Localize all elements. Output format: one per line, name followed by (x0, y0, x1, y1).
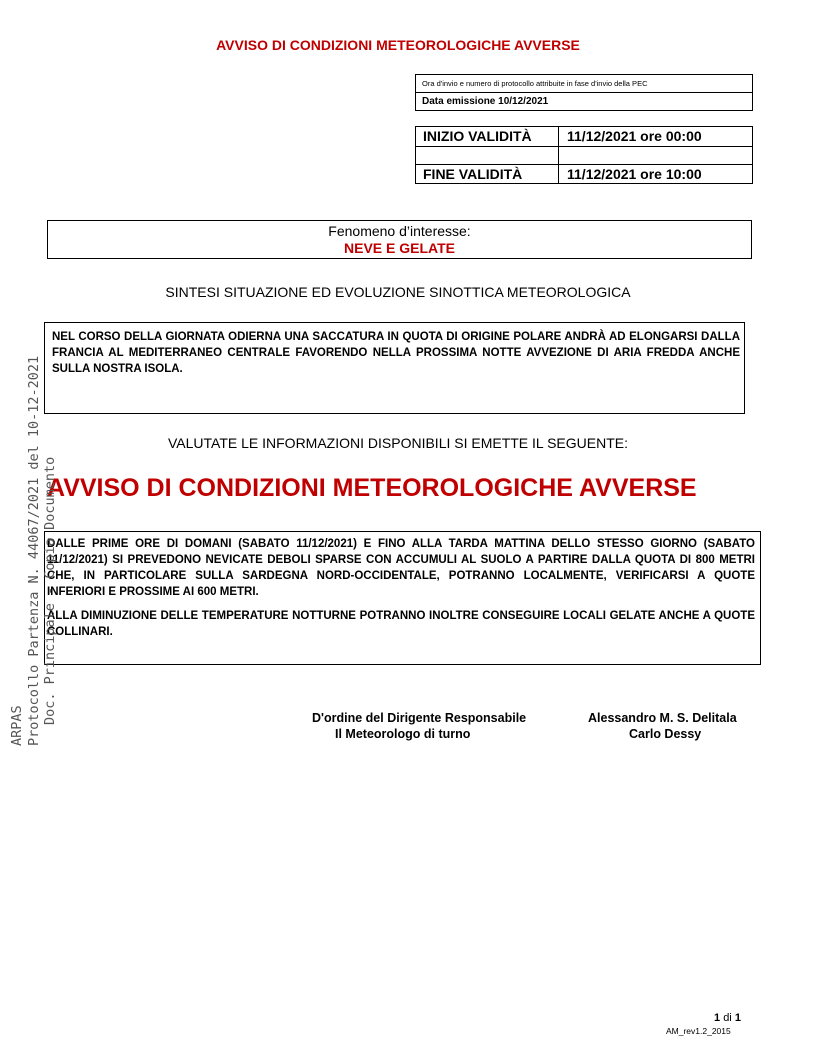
emission-date: Data emissione 10/12/2021 (422, 96, 549, 107)
signature-left-line-1: D'ordine del Dirigente Responsabile (312, 711, 527, 725)
synthesis-text: NEL CORSO DELLA GIORNATA ODIERNA UNA SACCATURA IN QUOTA DI ORIGINE POLARE ANDRÀ AD ELONGARSI DALLA FRANCIA AL MEDITERRANEO CENTRALE FAVORENDO NELLA PROSSIMA NOTTE AVVEZIONE DI ARIA FREDDA ANCHE SULLA NOSTRA ISOLA. (52, 331, 740, 375)
evaluation-heading: VALUTATE LE INFORMAZIONI DISPONIBILI SI EMETTE IL SEGUENTE: (167, 435, 628, 451)
stamp-line-2: Protocollo Partenza N. 44067/2021 del 10-12-2021 (26, 355, 42, 746)
pec-info-box (415, 74, 753, 111)
page-total: 1 (734, 1012, 741, 1024)
validity-spacer-row (416, 147, 752, 165)
document-revision: AM_rev1.2_2015 (666, 1026, 731, 1036)
validity-end-label: FINE VALIDITÀ (416, 165, 559, 183)
forecast-paragraph-2: ALLA DIMINUZIONE DELLE TEMPERATURE NOTTURNE POTRANNO INOLTRE CONSEGUIRE LOCALI GELATE ANCHE A QUOTE COLLINARI. (47, 610, 755, 638)
validity-start-label: INIZIO VALIDITÀ (416, 127, 559, 146)
phenomenon-box (47, 220, 752, 259)
validity-table (415, 126, 753, 184)
page-number (714, 1012, 741, 1024)
validity-end-value: 11/12/2021 ore 10:00 (567, 166, 702, 182)
validity-end-row (416, 165, 752, 183)
validity-spacer-cell (416, 147, 559, 164)
pec-protocol-note: Ora d'invio e numero di protocollo attribuite in fase d'invio della PEC (416, 75, 752, 93)
validity-start-value: 11/12/2021 ore 00:00 (567, 128, 702, 144)
protocol-side-stamp (0, 0, 72, 760)
phenomenon-value: NEVE E GELATE (344, 240, 455, 256)
synthesis-heading: SINTESI SITUAZIONE ED EVOLUZIONE SINOTTICA METEOROLOGICA (165, 284, 631, 300)
page-current: 1 (714, 1012, 721, 1024)
document-header-title: AVVISO DI CONDIZIONI METEOROLOGICHE AVVERSE (216, 37, 580, 53)
validity-start-row (416, 127, 752, 147)
forecast-paragraph-1: DALLE PRIME ORE DI DOMANI (SABATO 11/12/2021) E FINO ALLA TARDA MATTINA DELLO STESSO GIORNO (SABATO 11/12/2021) SI PREVEDONO NEVICATE DEBOLI SPARSE CON ACCUMULI AL SUOLO A PARTIRE DALLA QUOTA DI 800 METRI CHE, IN PARTICOLARE SULLA SARDEGNA NORD-OCCIDENTALE, POTRANNO LOCALMENTE, VERIFICARSI A QUOTE INFERIORI E PROSSIME AI 600 METRI. (47, 538, 755, 598)
validity-spacer-cell (559, 147, 752, 164)
phenomenon-label: Fenomeno d’interesse: (328, 223, 471, 239)
stamp-line-1: ARPAS (9, 705, 25, 746)
signature-right-line-2: Carlo Dessy (629, 727, 702, 741)
signature-right-line-1: Alessandro M. S. Delitala (588, 711, 737, 725)
warning-title: AVVISO DI CONDIZIONI METEOROLOGICHE AVVERSE (47, 474, 697, 502)
signature-left-line-2: Il Meteorologo di turno (335, 727, 471, 741)
synthesis-box (44, 322, 745, 414)
stamp-line-3: Doc. Principale - Copia Documento (42, 456, 58, 725)
side-stamp-svg (0, 0, 72, 760)
page-of: di (723, 1012, 732, 1024)
forecast-box (44, 531, 761, 665)
